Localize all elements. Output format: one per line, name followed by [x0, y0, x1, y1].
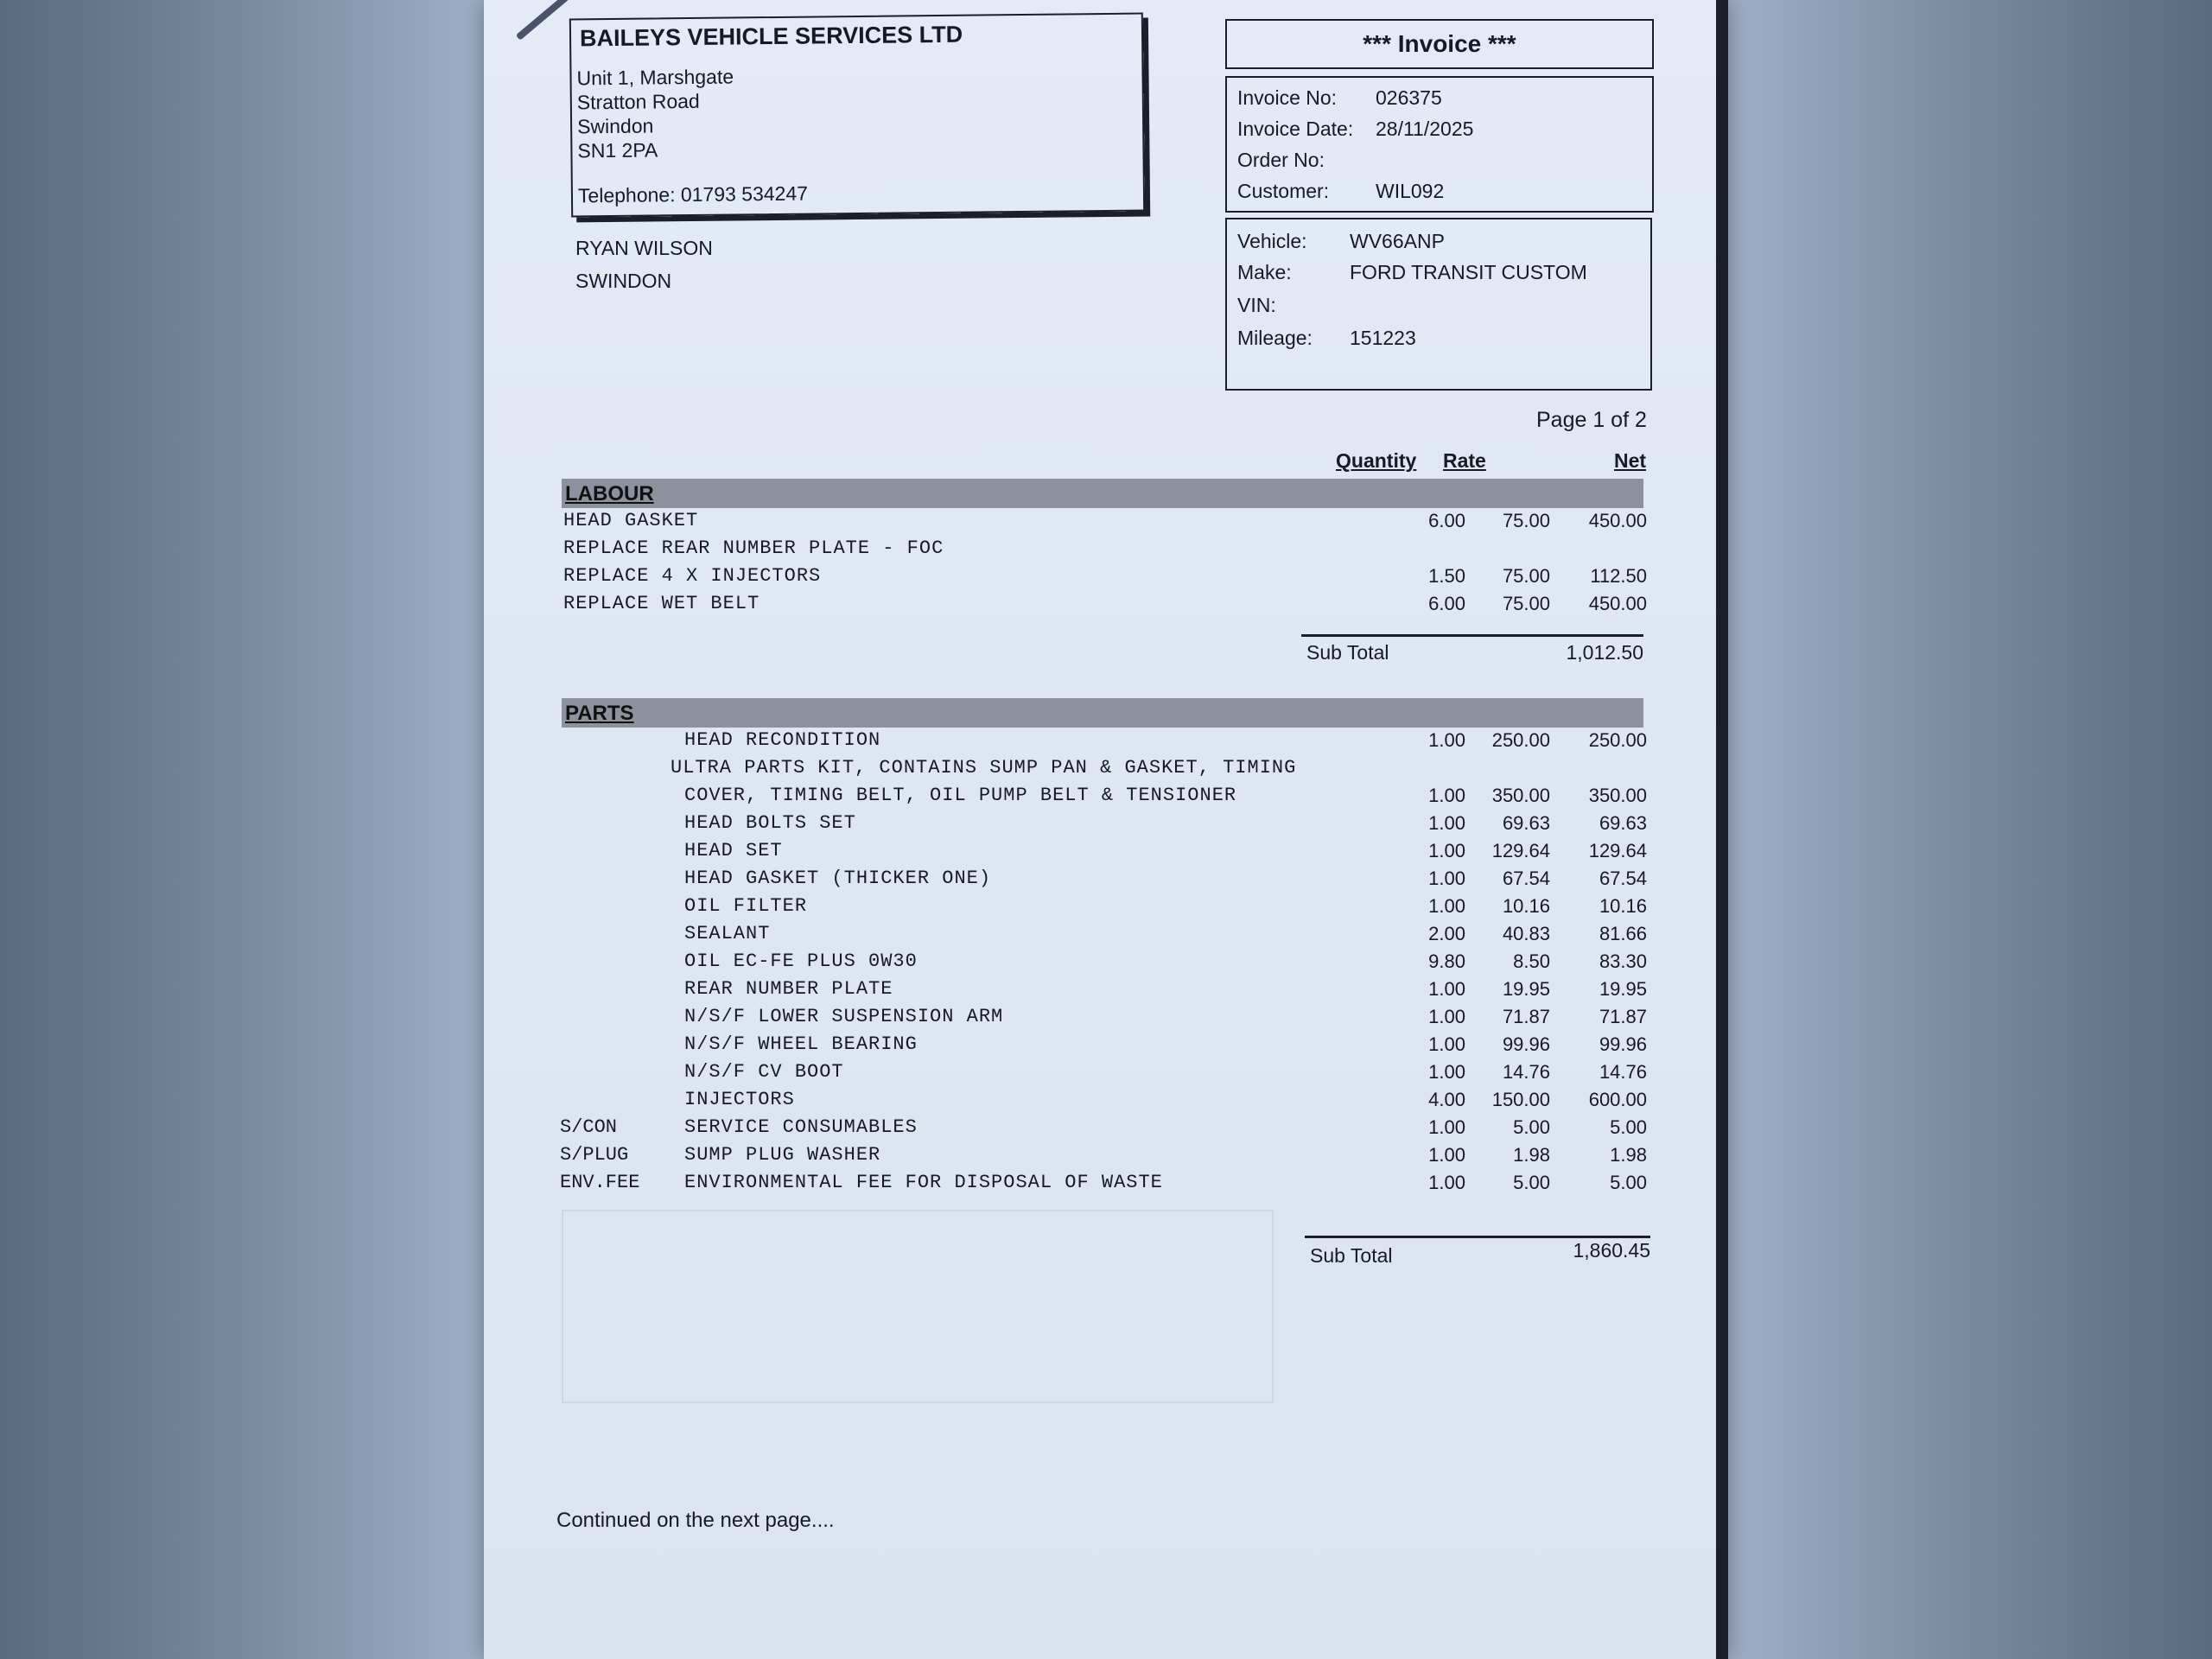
item-net: 69.63 — [1599, 812, 1647, 834]
item-rate: 75.00 — [1502, 593, 1550, 614]
parts-subtotal-label: Sub Total — [1310, 1244, 1393, 1267]
item-net: 350.00 — [1588, 785, 1647, 806]
address-line: Stratton Road — [576, 89, 700, 114]
parts-subtotal-rule — [1305, 1236, 1650, 1238]
table-row — [484, 757, 1728, 783]
item-quantity: 6.00 — [1428, 593, 1465, 614]
address-line: Swindon — [576, 114, 654, 138]
company-box — [569, 13, 1145, 218]
labour-section-header — [562, 479, 1643, 508]
table-row — [484, 1061, 1728, 1087]
item-quantity: 4.00 — [1428, 1089, 1465, 1110]
item-rate: 5.00 — [1513, 1172, 1550, 1193]
item-code: S/CON — [560, 1116, 618, 1138]
item-net: 67.54 — [1599, 868, 1647, 889]
item-net: 250.00 — [1588, 729, 1647, 751]
column-net: Net — [1614, 449, 1647, 472]
item-quantity: 1.00 — [1428, 812, 1465, 834]
item-description: REPLACE 4 X INJECTORS — [563, 565, 822, 587]
item-quantity: 1.50 — [1428, 565, 1465, 587]
item-net: 99.96 — [1599, 1033, 1647, 1055]
item-description: SERVICE CONSUMABLES — [684, 1116, 918, 1138]
item-net: 5.00 — [1610, 1172, 1647, 1193]
invoice-title: *** Invoice *** — [1225, 19, 1654, 69]
item-net: 10.16 — [1599, 895, 1647, 917]
column-rate: Rate — [1443, 449, 1486, 472]
table-row — [484, 978, 1728, 1004]
item-rate: 10.16 — [1502, 895, 1550, 917]
column-quantity: Quantity — [1336, 449, 1417, 472]
item-description: REAR NUMBER PLATE — [684, 978, 893, 1000]
company-telephone: Telephone: 01793 534247 — [577, 181, 809, 207]
invoice-date-value: 28/11/2025 — [1376, 118, 1474, 140]
table-row — [484, 729, 1728, 755]
item-quantity: 1.00 — [1428, 1061, 1465, 1083]
item-net: 83.30 — [1599, 950, 1647, 972]
item-net: 5.00 — [1610, 1116, 1647, 1138]
item-net: 1.98 — [1610, 1144, 1647, 1166]
mileage-value: 151223 — [1350, 327, 1416, 349]
item-description: HEAD SET — [684, 840, 783, 861]
item-rate: 350.00 — [1491, 785, 1550, 806]
table-row — [484, 950, 1728, 976]
item-rate: 1.98 — [1513, 1144, 1550, 1166]
item-description: HEAD BOLTS SET — [684, 812, 856, 834]
item-rate: 71.87 — [1502, 1006, 1550, 1027]
table-row — [484, 510, 1728, 536]
labour-subtotal-value: 1,012.50 — [1566, 641, 1643, 664]
address-line: SN1 2PA — [577, 138, 658, 162]
continued-note: Continued on the next page.... — [556, 1509, 835, 1532]
labour-heading: LABOUR — [565, 482, 654, 505]
table-row — [484, 565, 1728, 591]
item-rate: 19.95 — [1502, 978, 1550, 1000]
item-rate: 150.00 — [1491, 1089, 1550, 1110]
item-net: 14.76 — [1599, 1061, 1647, 1083]
item-description: N/S/F LOWER SUSPENSION ARM — [684, 1006, 1004, 1027]
customer-town: SWINDON — [575, 270, 672, 292]
table-row — [484, 923, 1728, 949]
item-quantity: 1.00 — [1428, 1006, 1465, 1027]
item-description: N/S/F CV BOOT — [684, 1061, 844, 1083]
vehicle-value: WV66ANP — [1350, 230, 1445, 252]
item-description: HEAD GASKET — [563, 510, 699, 531]
table-row — [484, 1144, 1728, 1170]
table-row — [484, 1033, 1728, 1059]
item-description: OIL FILTER — [684, 895, 808, 917]
table-row — [484, 593, 1728, 619]
background-left — [0, 0, 484, 1659]
item-rate: 75.00 — [1502, 565, 1550, 587]
item-description: REPLACE REAR NUMBER PLATE - FOC — [563, 537, 944, 559]
table-row — [484, 1116, 1728, 1142]
item-quantity: 1.00 — [1428, 1172, 1465, 1193]
item-rate: 8.50 — [1513, 950, 1550, 972]
table-row — [484, 1089, 1728, 1115]
table-row — [484, 537, 1728, 563]
item-rate: 69.63 — [1502, 812, 1550, 834]
item-net: 450.00 — [1588, 593, 1647, 614]
bleed-through-area — [562, 1210, 1274, 1403]
item-quantity: 1.00 — [1428, 978, 1465, 1000]
item-rate: 14.76 — [1502, 1061, 1550, 1083]
invoice-page — [484, 0, 1728, 1659]
page-number: Page 1 of 2 — [1536, 408, 1647, 432]
item-quantity: 1.00 — [1428, 729, 1465, 751]
invoice-no-value: 026375 — [1376, 86, 1442, 109]
make-label: Make: — [1237, 261, 1292, 283]
customer-value: WIL092 — [1376, 180, 1445, 202]
parts-heading: PARTS — [565, 702, 634, 725]
labour-subtotal-label: Sub Total — [1306, 641, 1389, 664]
customer-name: RYAN WILSON — [575, 237, 713, 259]
item-description: INJECTORS — [684, 1089, 795, 1110]
labour-subtotal-rule — [1301, 634, 1643, 637]
item-quantity: 1.00 — [1428, 1116, 1465, 1138]
item-quantity: 1.00 — [1428, 1144, 1465, 1166]
invoice-info-box — [1225, 76, 1654, 213]
table-row — [484, 1172, 1728, 1198]
table-row — [484, 785, 1728, 810]
item-description: COVER, TIMING BELT, OIL PUMP BELT & TENSIONER — [684, 785, 1237, 806]
item-rate: 75.00 — [1502, 510, 1550, 531]
parts-section-header — [562, 698, 1643, 728]
item-quantity: 1.00 — [1428, 1033, 1465, 1055]
company-name: BAILEYS VEHICLE SERVICES LTD — [579, 21, 963, 52]
item-quantity: 9.80 — [1428, 950, 1465, 972]
item-description: N/S/F WHEEL BEARING — [684, 1033, 918, 1055]
table-row — [484, 812, 1728, 838]
table-row — [484, 868, 1728, 893]
item-rate: 40.83 — [1502, 923, 1550, 944]
pen-mark-icon — [516, 0, 573, 41]
invoice-no-label: Invoice No: — [1237, 86, 1338, 109]
item-rate: 5.00 — [1513, 1116, 1550, 1138]
item-quantity: 2.00 — [1428, 923, 1465, 944]
item-description: OIL EC-FE PLUS 0W30 — [684, 950, 918, 972]
item-quantity: 1.00 — [1428, 840, 1465, 861]
vehicle-box — [1225, 218, 1652, 391]
item-net: 450.00 — [1588, 510, 1647, 531]
item-description: SEALANT — [684, 923, 771, 944]
item-quantity: 1.00 — [1428, 868, 1465, 889]
item-net: 112.50 — [1590, 565, 1647, 587]
item-code: S/PLUG — [560, 1144, 629, 1166]
vehicle-label: Vehicle: — [1237, 230, 1307, 252]
invoice-date-label: Invoice Date: — [1237, 118, 1354, 140]
item-net: 19.95 — [1599, 978, 1647, 1000]
item-net: 129.64 — [1588, 840, 1647, 861]
item-net: 71.87 — [1599, 1006, 1647, 1027]
item-description: ENVIRONMENTAL FEE FOR DISPOSAL OF WASTE — [684, 1172, 1163, 1193]
mileage-label: Mileage: — [1237, 327, 1313, 349]
item-description: REPLACE WET BELT — [563, 593, 760, 614]
order-no-label: Order No: — [1237, 149, 1325, 171]
item-rate: 67.54 — [1502, 868, 1550, 889]
item-quantity: 1.00 — [1428, 895, 1465, 917]
item-net: 600.00 — [1588, 1089, 1647, 1110]
item-description: HEAD GASKET (THICKER ONE) — [684, 868, 992, 889]
item-quantity: 1.00 — [1428, 785, 1465, 806]
item-net: 81.66 — [1599, 923, 1647, 944]
item-description: HEAD RECONDITION — [684, 729, 881, 751]
address-line: Unit 1, Marshgate — [576, 65, 734, 90]
item-quantity: 6.00 — [1428, 510, 1465, 531]
make-value: FORD TRANSIT CUSTOM — [1350, 261, 1587, 283]
item-rate: 99.96 — [1502, 1033, 1550, 1055]
item-rate: 129.64 — [1491, 840, 1550, 861]
customer-label: Customer: — [1237, 180, 1330, 202]
table-row — [484, 840, 1728, 866]
background-right — [1728, 0, 2212, 1659]
parts-subtotal-value: 1,860.45 — [1573, 1239, 1650, 1262]
item-code: ENV.FEE — [560, 1172, 640, 1193]
item-description: ULTRA PARTS KIT, CONTAINS SUMP PAN & GASKET, TIMING — [671, 757, 1297, 779]
item-rate: 250.00 — [1491, 729, 1550, 751]
table-row — [484, 895, 1728, 921]
table-row — [484, 1006, 1728, 1032]
item-description: SUMP PLUG WASHER — [684, 1144, 881, 1166]
vin-label: VIN: — [1237, 294, 1276, 316]
